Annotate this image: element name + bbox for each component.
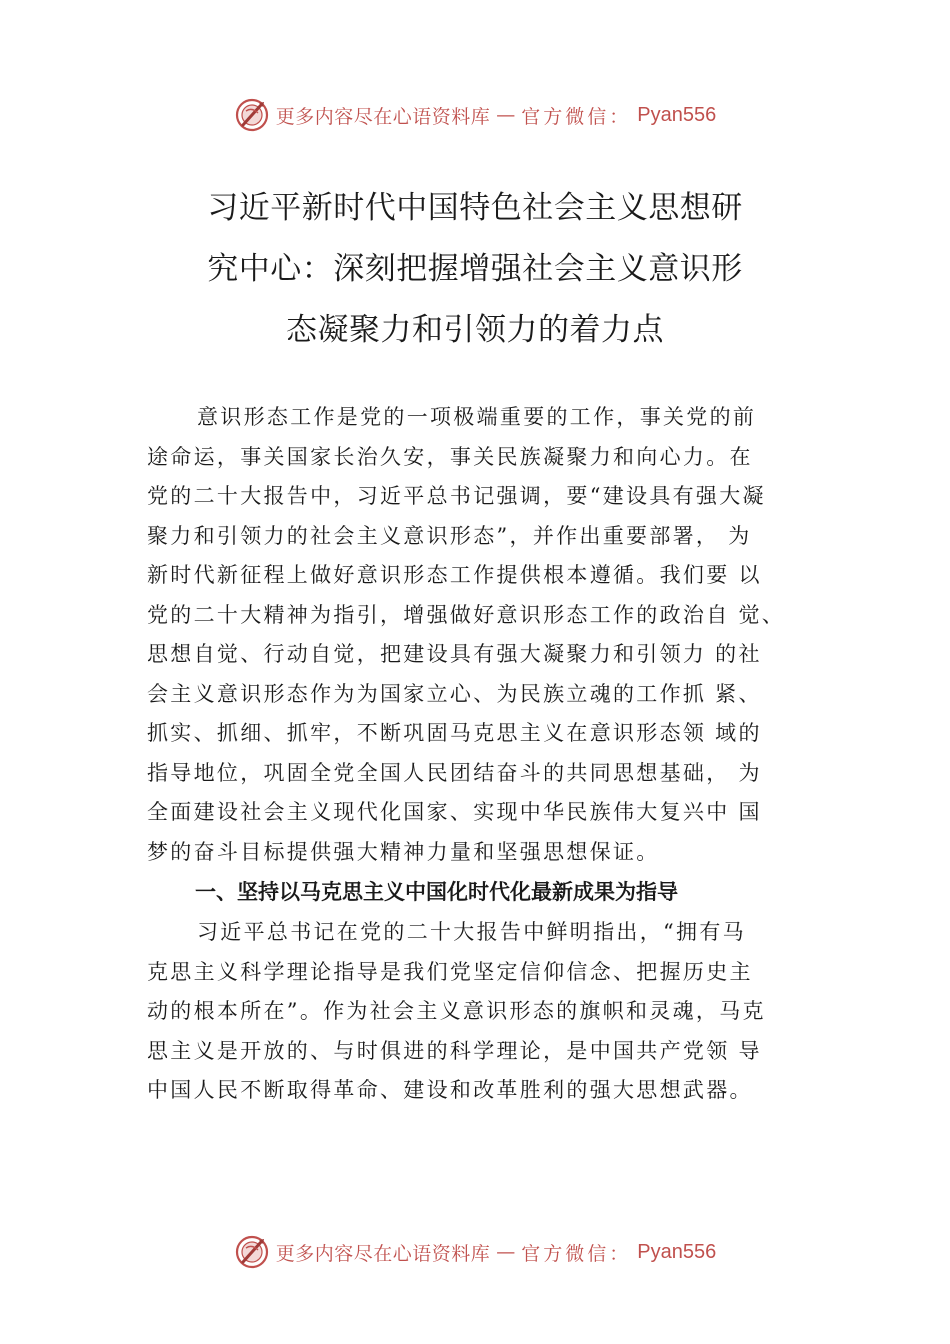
brand-logo-icon bbox=[234, 97, 270, 133]
text-line: 动的根本所在”。作为社会主义意识形态的旗帜和灵魂，马克 bbox=[147, 999, 766, 1023]
banner-wechat-id: Pyan556 bbox=[637, 1240, 717, 1263]
brand-logo-icon bbox=[234, 1234, 270, 1270]
banner-separator: — bbox=[496, 1241, 516, 1263]
text-line: 中国人民不断取得革命、建设和改革胜利的强大思想武器。 bbox=[147, 1078, 753, 1102]
text-line: 指导地位，巩固全党全国人民团结奋斗的共同思想基础， 为 bbox=[147, 760, 762, 785]
banner-wechat-label: 官方微信： bbox=[521, 1242, 632, 1265]
title-line: 态凝聚力和引领力的着力点 bbox=[286, 312, 664, 348]
text-line: 意识形态工作是党的一项极端重要的工作，事关党的前 bbox=[197, 405, 757, 429]
banner-site-name: 更多内容尽在心语资料库 bbox=[275, 105, 491, 128]
footer-banner bbox=[0, 1232, 950, 1272]
text-line: 抓实、抓细、抓牢，不断巩固马克思主义在意识形态领 域的 bbox=[147, 721, 762, 745]
text-line: 克思主义科学理论指导是我们党坚定信仰信念、把握历史主 bbox=[147, 959, 753, 984]
text-line: 聚力和引领力的社会主义意识形态”，并作出重要部署， 为 bbox=[147, 523, 752, 548]
paragraph-section-1 bbox=[147, 913, 827, 1111]
text-line: 途命运，事关国家长治久安，事关民族凝聚力和向心力。在 bbox=[147, 444, 753, 469]
text-line: 党的二十大报告中，习近平总书记强调，要“建设具有强大凝 bbox=[147, 484, 766, 508]
paragraph-intro bbox=[147, 398, 827, 872]
title-line: 习近平新时代中国特色社会主义思想研 bbox=[207, 190, 743, 226]
banner-wechat-label: 官方微信： bbox=[521, 105, 632, 128]
title-line: 究中心：深刻把握增强社会主义意识形 bbox=[207, 251, 743, 287]
document-title bbox=[150, 178, 800, 361]
text-line: 思主义是开放的、与时俱进的科学理论，是中国共产党领 导 bbox=[147, 1038, 762, 1063]
text-line: 新时代新征程上做好意识形态工作提供根本遵循。我们要 以 bbox=[147, 563, 762, 587]
text-line: 梦的奋斗目标提供强大精神力量和坚强思想保证。 bbox=[147, 839, 660, 864]
text-line: 会主义意识形态作为为国家立心、为民族立魂的工作抓 紧、 bbox=[147, 681, 762, 706]
header-banner bbox=[0, 95, 950, 135]
text-line: 思想自觉、行动自觉，把建设具有强大凝聚力和引领力 的社 bbox=[147, 642, 762, 666]
banner-separator: — bbox=[496, 104, 516, 126]
document-body bbox=[147, 398, 827, 1111]
banner-wechat-id: Pyan556 bbox=[637, 103, 717, 126]
banner-site-name: 更多内容尽在心语资料库 bbox=[275, 1242, 491, 1265]
section-heading: 一、坚持以马克思主义中国化时代化最新成果为指导 bbox=[195, 880, 678, 904]
text-line: 全面建设社会主义现代化国家、实现中华民族伟大复兴中 国 bbox=[147, 800, 762, 824]
text-line: 党的二十大精神为指引，增强做好意识形态工作的政治自 觉、 bbox=[147, 602, 786, 627]
text-line: 习近平总书记在党的二十大报告中鲜明指出，“拥有马 bbox=[197, 920, 746, 944]
